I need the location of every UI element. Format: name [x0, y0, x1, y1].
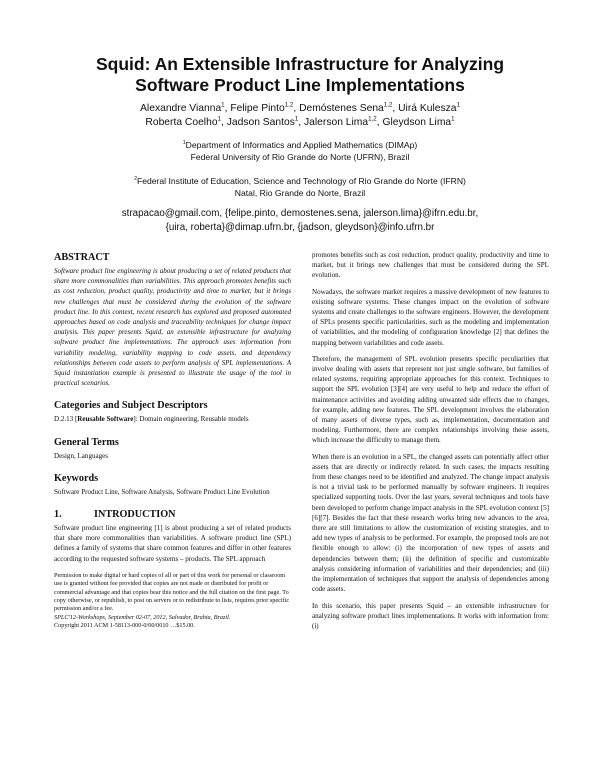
- general-terms-text: Design, Languages: [54, 451, 109, 460]
- categories-text: [54, 414, 291, 424]
- category-detail: ]: Domain engineering, Reusable models: [133, 415, 249, 424]
- email-line-2: {uira, roberta}@dimap.ufrn.br, {jadson, gleydson}@info.ufrn.br: [165, 222, 435, 233]
- affiliation-mark: 1: [182, 140, 186, 147]
- affiliation-2-line-2: Natal, Rio Grande do Norte, Brazil: [234, 188, 366, 198]
- affiliation-mark: 2: [134, 176, 137, 183]
- author-name: Demóstenes Sena: [299, 103, 384, 114]
- body-paragraph: When there is an evolution in a SPL, the changed assets can potentially affect other assets that are directly or indirectly related. In such cases, the impacts resulting from these changes need to be identified and analyzed. The change impact analysis is not a trivial task to be performed manually by software engineers. It requires specialized supporting tools. Over the last years, several techniques and tools have been developed to perform change impact analysis in the SPL evolution context [5][6][7]. Besides the fact that these research works bring new advances to the area, there are still limitations to allow the customization of existing strategies, and to add new types of analysis to be performed. For example, the proposed tools are not flexible enough to allow: (i) the incorporation of new types of assets and dependencies between them; (ii) the definition of specific and customizable analysis considering information of variabilities and their dependencies; and (iii) the implementation of techniques that support the analysis of dependencies among code assets.: [312, 452, 549, 594]
- body-paragraph: In this scenario, this paper presents Squid – an extensible infrastructure for analyzing software product lines implementations. It works with information from: (i): [312, 601, 549, 630]
- introduction-text: Software product line engineering [1] is about producing a set of related products that share more commonalities than variabilities. A software product line (SPL) defines a family of systems that share common features and differ in other features according to the requested software systems – products. The SPL approach: [54, 524, 291, 563]
- affiliation-1: [40, 139, 560, 163]
- affiliation-text: Department of Informatics and Applied Mathematics (DIMAp): [185, 140, 418, 150]
- author-name: Felipe Pinto: [230, 103, 285, 114]
- email-line-1: strapacao@gmail.com, {felipe.pinto, demostenes.sena, jalerson.lima}@ifrn.edu.br,: [121, 208, 479, 219]
- conference-line: SPLC'12-Workshops, September 02-07, 2012, Salvador, Brahia, Brazil.: [54, 613, 231, 621]
- introduction-heading: [54, 509, 291, 521]
- author-list: [40, 102, 560, 130]
- permission-notice: Permission to make digital or hard copies of all or part of this work for personal or classroom use is granted without fee provided that copies are not made or distributed for profit or commercial advantage and that copies bear this notice and the full citation on the first page. To copy otherwise, or republish, to post on servers or to redistribute to lists, requires prior specific permission and/or a fee.: [54, 571, 290, 613]
- author-affiliation-mark: 1,2: [284, 101, 294, 109]
- author-affiliation-mark: 1: [294, 115, 299, 123]
- affiliation-1-line-2: Federal University of Rio Grande do Norte (UFRN), Brazil: [190, 152, 410, 162]
- author-name: Jadson Santos: [226, 117, 295, 128]
- copyright-line: Copyright 2011 ACM 1-58113-000-0/00/0010 …$15.00.: [54, 622, 195, 630]
- affiliation-1-line-1: [40, 139, 560, 151]
- author-name: Alexandre Vianna: [140, 103, 222, 114]
- body-paragraph: Nowadays, the software market requires a massive development of new features to existing software systems. These changes impact on the evolution of software systems and create challenges to the software engineers. However, the development of SPLs presents specific particularities, such as the modeling and implementation of variabilities, and the modeling of configuration knowledge [2] that defines the mapping between variabilities and code assets.: [312, 287, 549, 347]
- author-affiliation-mark: 1: [221, 101, 225, 109]
- affiliation-2: [40, 175, 560, 199]
- keywords-text: Software Product Line, Software Analysis, Software Product Line Evolution: [54, 487, 270, 496]
- title-line-1: Squid: An Extensible Infrastructure for Analyzing: [95, 54, 505, 74]
- author-name: Jalerson Lima: [304, 117, 369, 128]
- body-paragraph: promotes benefits such as cost reduction, product quality, productivity and time to market, but it brings new challenges that must be considered during the SPL evolution.: [312, 251, 549, 280]
- author-affiliation-mark: 1,2: [383, 101, 393, 109]
- paper-title: [40, 54, 560, 96]
- body-paragraph: Therefore, the management of SPL evolution presents specific peculiarities that involve dealing with assets that represent not just single software, but families of related systems, requiring appropriate approaches for this context. Techniques to support the SPL evolution [3][4] are very useful to help and reduce the effort of maintenance activities and avoiding adding unwanted side effects due to changes, for example, adding new features. The SPL development involves the elaboration of many assets of diverse types, such as, implementation, documentation and modeling. Furthermore, there are complex relationships involving these assets, which increase the difficulty to manage them.: [312, 354, 549, 445]
- section-title: INTRODUCTION: [94, 509, 176, 521]
- section-number: 1.: [54, 509, 62, 521]
- author-line-1: Alexandre Vianna$^1$, Felipe Pinto$^{1,2}$, Demóstenes Sena$^{1,2}$, Uirá Kulesza$^1$: [140, 101, 460, 114]
- abstract-heading: ABSTRACT: [54, 252, 110, 263]
- author-affiliation-mark: 1: [456, 101, 460, 109]
- affiliation-text: Federal Institute of Education, Science and Technology of Rio Grande do Norte (IFRN): [136, 176, 466, 186]
- author-affiliation-mark: 1: [217, 115, 221, 123]
- copyright-footnote: [54, 572, 291, 631]
- author-affiliation-mark: 1: [451, 115, 455, 123]
- author-name: Roberta Coelho: [145, 117, 218, 128]
- abstract-text: Software product line engineering is about producing a set of related products that share more commonalities than variabilities. This approach promotes benefits such as cost reduction, product quality, productivity and time to market, but it brings new challenges that must be considered during the evolution of the software product line. In this context, recent research has explored and proposed automated approaches based on code analysis and traceability techniques for change impact analysis. This paper presents Squid, an extensible infrastructure for analyzing software product line implementations. The approach uses information from variability modeling, variability mapping to code assets, and dependency relationships between code assets to perform analysis of SPL implementations. A Squid instantiation example is presented to illustrate the usage of the tool in practical scenarios.: [54, 267, 291, 388]
- category-code: D.2.13 [: [54, 415, 78, 424]
- affiliation-2-line-1: [40, 175, 560, 187]
- author-line-2: Roberta Coelho$^1$, Jadson Santos$^1$, Jalerson Lima$^{1,2}$, Gleydson Lima$^1$: [145, 115, 455, 128]
- author-name: Uirá Kulesza: [398, 103, 457, 114]
- categories-heading: Categories and Subject Descriptors: [54, 400, 208, 412]
- author-emails: [40, 207, 560, 235]
- title-line-2: Software Product Line Implementations: [135, 75, 465, 95]
- author-name: Gleydson Lima: [382, 117, 452, 128]
- category-name: Reusable Software: [77, 415, 134, 424]
- general-terms-heading: General Terms: [54, 436, 119, 448]
- left-column: [54, 252, 291, 631]
- keywords-heading: Keywords: [54, 472, 99, 484]
- right-column: [312, 250, 549, 637]
- author-affiliation-mark: 1,2: [368, 115, 377, 123]
